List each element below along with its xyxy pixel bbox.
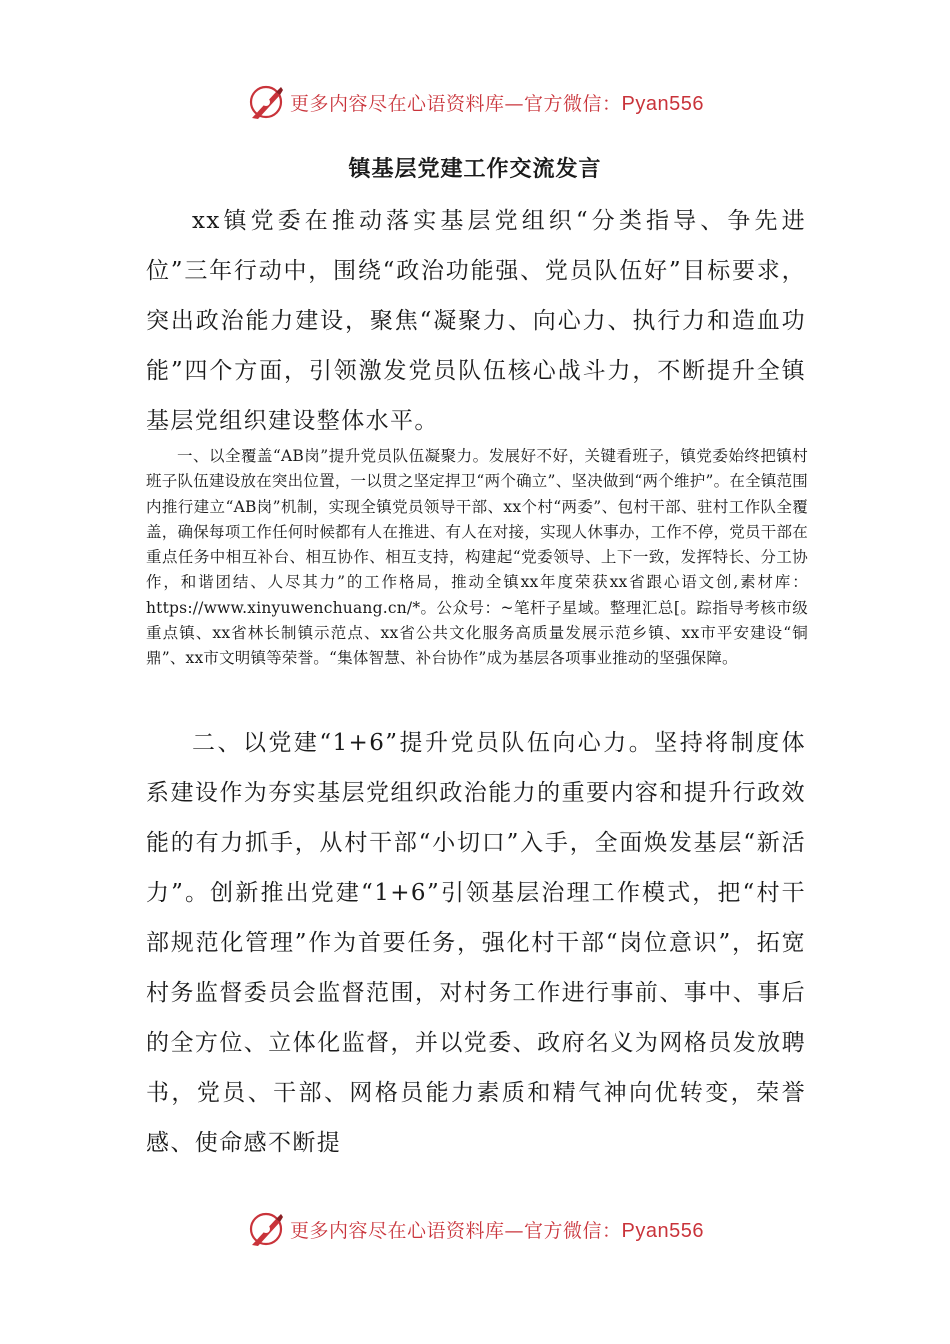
section-one-paragraph: 一、以全覆盖“AB岗”提升党员队伍凝聚力。发展好不好，关键看班子，镇党委始终把镇村班子队伍建设放在突出位置，一以贯之坚定捍卫“两个确立”、坚决做到“两个维护”。在全镇范围内推行建立“AB岗”机制，实现全镇党员领导干部、xx个村“两委”、包村干部、驻村工作队全覆盖，确保每项工作任何时候都有人在推进、有人在对接，实现人休事办，工作不停，党员干部在重点任务中相互补台、相互协作、相互支持，构建起“党委领导、上下一致，发挥特长、分工协作，和谐团结、人尽其力”的工作格局，推动全镇xx年度荣获xx省跟心语文创,素材库：https://www.xinyuwenchuang.cn/*。公众号：~笔杆子星域。整理汇总[。踪指导考核市级重点镇、xx省林长制镇示范点、xx省公共文化服务高质量发展示范乡镇、xx市平安建设“铜鼎”、xx市文明镇等荣誉。“集体智慧、补台协作”成为基层各项事业推动的坚强保障。 <box>146 447 808 668</box>
watermark-slogan: 更多内容尽在心语资料库—官方微信： <box>290 92 622 115</box>
watermark-text <box>290 1216 704 1243</box>
header-watermark-banner <box>0 80 950 124</box>
wechat-id: Pyan556 <box>621 1219 704 1242</box>
pen-logo-icon <box>246 82 286 122</box>
pen-logo-icon <box>246 1209 286 1249</box>
watermark-text <box>290 89 704 116</box>
footer-watermark-banner <box>0 1207 950 1251</box>
intro-paragraph: xx镇党委在推动落实基层党组织“分类指导、争先进位”三年行动中，围绕“政治功能强、党员队伍好”目标要求，突出政治能力建设，聚焦“凝聚力、向心力、执行力和造血功能”四个方面，引领激发党员队伍核心战斗力，不断提升全镇基层党组织建设整体水平。 <box>146 208 806 434</box>
document-title: 镇基层党建工作交流发言 <box>348 156 602 182</box>
watermark-slogan: 更多内容尽在心语资料库—官方微信： <box>290 1219 622 1242</box>
section-two-paragraph: 二、以党建“1+6”提升党员队伍向心力。坚持将制度体系建设作为夯实基层党组织政治能力的重要内容和提升行政效能的有力抓手，从村干部“小切口”入手，全面焕发基层“新活力”。创新推出党建“1+6”引领基层治理工作模式，把“村干部规范化管理”作为首要任务，强化村干部“岗位意识”，拓宽村务监督委员会监督范围，对村务工作进行事前、事中、事后的全方位、立体化监督，并以党委、政府名义为网格员发放聘书，党员、干部、网格员能力素质和精气神向优转变，荣誉感、使命感不断提 <box>146 730 806 1156</box>
wechat-id: Pyan556 <box>621 92 704 115</box>
